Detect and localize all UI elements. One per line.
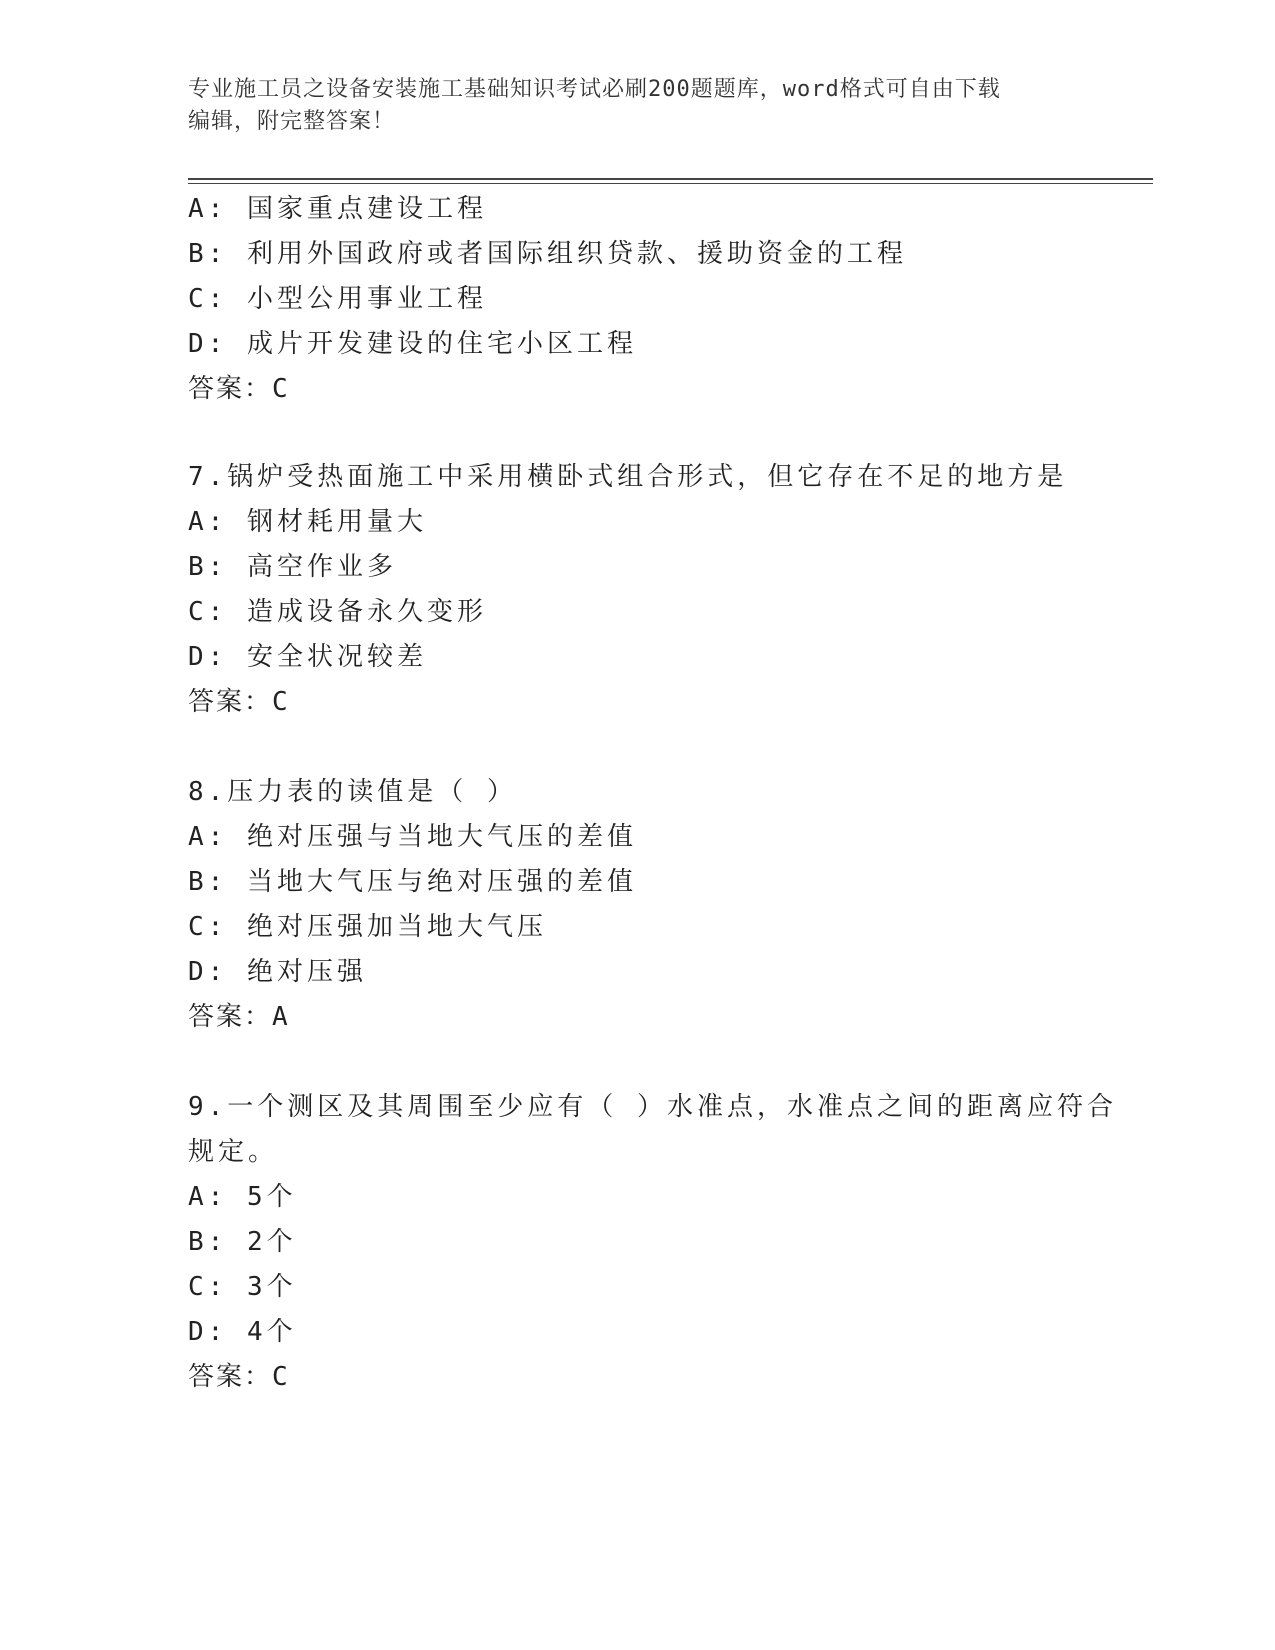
q9-option-c: C: 3个: [188, 1272, 297, 1302]
q8-option-b: B: 当地大气压与绝对压强的差值: [188, 867, 637, 897]
q8-question: 8.压力表的读值是（ ）: [188, 777, 517, 807]
q8-answer: 答案：A: [188, 1002, 290, 1032]
q8-option-a: A: 绝对压强与当地大气压的差值: [188, 822, 637, 852]
q9-option-b: B: 2个: [188, 1227, 297, 1257]
q7-question: 7.锅炉受热面施工中采用横卧式组合形式，但它存在不足的地方是: [188, 462, 1068, 492]
q7-option-b: B: 高空作业多: [188, 552, 397, 582]
q8-option-c: C: 绝对压强加当地大气压: [188, 912, 547, 942]
q7-answer: 答案：C: [188, 687, 290, 717]
header-line-1: 专业施工员之设备安装施工基础知识考试必刷200题题库，word格式可自由下载: [188, 77, 1001, 102]
q8-option-d: D: 绝对压强: [188, 957, 367, 987]
header-line-2: 编辑，附完整答案！: [188, 109, 396, 134]
q6-answer: 答案：C: [188, 374, 290, 404]
q6-option-d: D: 成片开发建设的住宅小区工程: [188, 329, 637, 359]
q7-option-c: C: 造成设备永久变形: [188, 597, 487, 627]
q6-option-a: A: 国家重点建设工程: [188, 194, 487, 224]
q9-option-a: A: 5个: [188, 1182, 297, 1212]
header-divider-thick: [188, 178, 1153, 180]
q9-question-line-2: 规定。: [188, 1137, 279, 1167]
q9-answer: 答案：C: [188, 1362, 290, 1392]
q9-question-line-1: 9.一个测区及其周围至少应有（ ）水准点，水准点之间的距离应符合: [188, 1092, 1117, 1122]
q6-option-b: B: 利用外国政府或者国际组织贷款、援助资金的工程: [188, 239, 907, 269]
q9-option-d: D: 4个: [188, 1317, 297, 1347]
document-header: [188, 74, 1088, 138]
q7-option-a: A: 钢材耗用量大: [188, 507, 427, 537]
q7-option-d: D: 安全状况较差: [188, 642, 427, 672]
q6-option-c: C: 小型公用事业工程: [188, 284, 487, 314]
header-divider-thin: [188, 183, 1153, 184]
